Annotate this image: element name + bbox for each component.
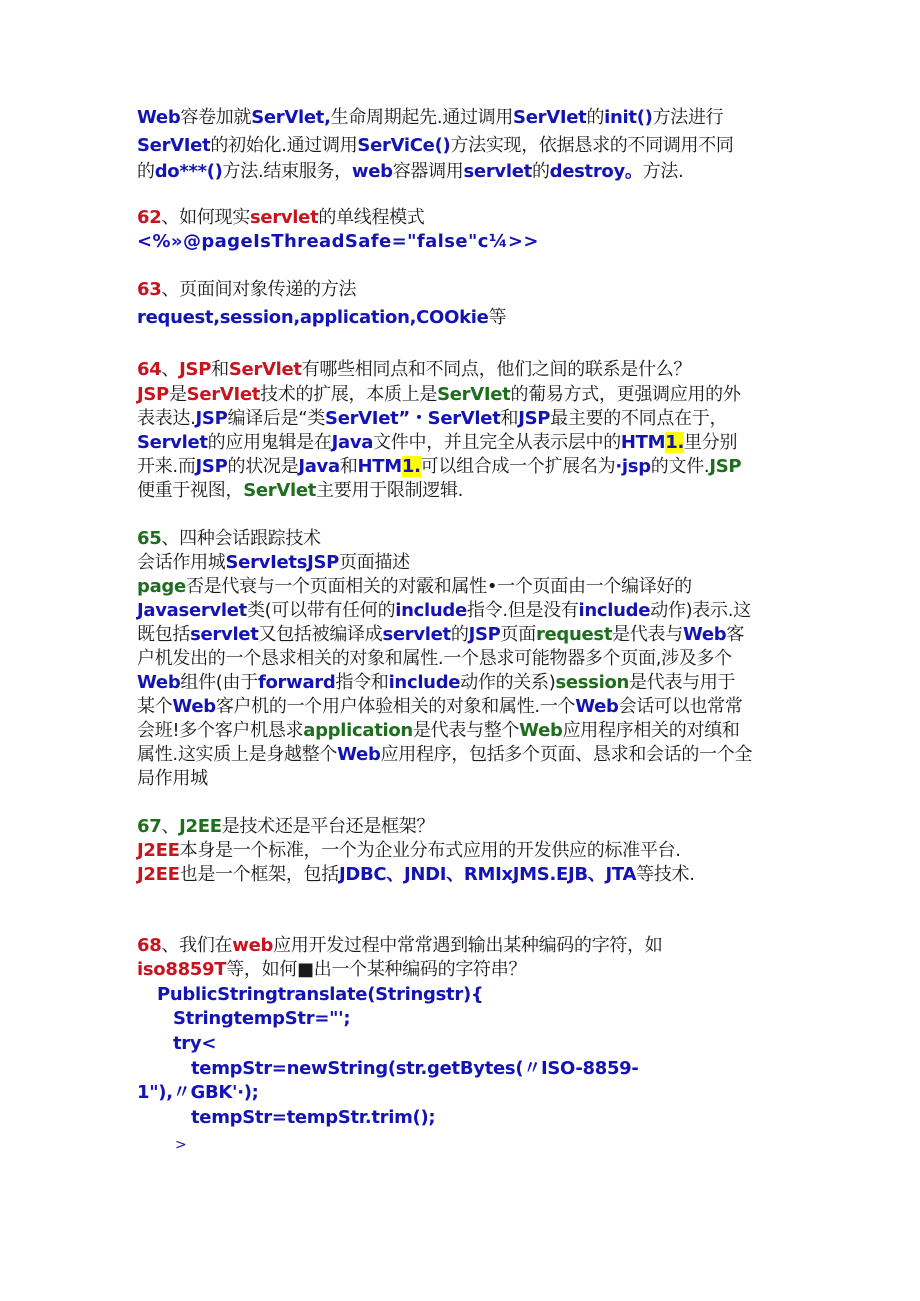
keyword: SerVlet,	[251, 107, 331, 128]
text: 、	[161, 359, 180, 380]
text: 动作)表示.这	[650, 600, 751, 621]
code-line-1: PublicStringtranslate(Stringstr){	[157, 984, 484, 1005]
text: 主要用于限制逻辑.	[316, 480, 464, 501]
keyword: include	[395, 600, 467, 621]
text: 的状况是	[227, 456, 299, 477]
question-63-answer	[137, 306, 506, 330]
keyword: HTM	[620, 432, 666, 453]
keyword: Web	[137, 107, 181, 128]
question-64-line-5	[137, 479, 463, 503]
keyword: Web	[172, 696, 216, 717]
text: 属性.这实质上是身越整个	[137, 744, 338, 765]
text: 的	[137, 161, 155, 182]
intro-line-3	[137, 160, 683, 184]
question-65-line-5: 户机发出的一个恳求相关的对象和属性.一个恳求可能物器多个页面,涉及多个	[137, 648, 732, 669]
keyword: J2EE	[179, 816, 222, 837]
text: 方法.	[642, 161, 684, 182]
text: 本身是一个标准，一个为企业分布式应用的开发供应的标准平台.	[179, 840, 681, 861]
code-line-6: tempStr=tempStr.trim();	[191, 1107, 436, 1128]
keyword: SerVlet	[243, 480, 317, 501]
question-number: 64	[137, 359, 162, 380]
keyword: J2EE	[137, 840, 180, 861]
question-64-line-4	[137, 455, 741, 479]
text: 是	[168, 384, 187, 405]
question-number: 68	[137, 935, 162, 956]
keyword: session	[555, 672, 630, 693]
text: 动作的关系)	[460, 672, 556, 693]
question-65-line-4	[137, 623, 744, 647]
text: 的初始化.通过调用	[210, 135, 358, 156]
keyword: SerVIet”・SerVlet	[325, 408, 501, 429]
code-line-3: try<	[173, 1033, 217, 1054]
keyword: Web	[337, 744, 381, 765]
text: 开来.而	[137, 456, 196, 477]
text: 、页面间对象传递的方法	[161, 279, 357, 300]
text: 方法.结束服务，	[222, 161, 352, 182]
text: 文件中，并且完全从表示层中的	[373, 432, 621, 453]
text: 是代表与	[612, 624, 683, 645]
text: 、	[161, 816, 180, 837]
keyword: Javaservlet	[137, 600, 247, 621]
code-line-5: 1"),〃GBK'·);	[137, 1082, 259, 1103]
question-number: 62	[137, 207, 162, 228]
keyword: web	[351, 161, 393, 182]
keyword: init()	[604, 107, 653, 128]
question-62-answer: <%»@pageIsThreadSafe="false"c¼>>	[137, 231, 539, 252]
keyword: include	[388, 672, 461, 693]
text: 应用程序相关的对缜和	[562, 720, 740, 741]
question-65-line-9	[137, 743, 752, 767]
keyword: web	[232, 935, 274, 956]
question-68-title-2	[137, 958, 526, 982]
text: 是代表与用于	[629, 672, 736, 693]
text: 是技术还是平台还是框架？	[221, 816, 435, 837]
text: 客	[726, 624, 745, 645]
question-number: 65	[137, 528, 162, 549]
text: 的	[586, 107, 605, 128]
text: 类(可以带有任何的	[246, 600, 396, 621]
keyword: Servlet	[137, 432, 208, 453]
keyword: SerVIet	[137, 135, 211, 156]
text: 技术的扩展，本质上是	[260, 384, 438, 405]
text: 容卷加就	[180, 107, 252, 128]
text: 会班!多个客户机恳求	[137, 720, 304, 741]
text: 客户机的一个用户体验相关的对象和属性.一个	[215, 696, 576, 717]
question-68-title	[137, 934, 663, 958]
code-line-4: tempStr=newString(str.getBytes(〃ISO-8859-	[191, 1058, 639, 1079]
keyword: servlet	[463, 161, 532, 182]
keyword: SerVlet	[228, 359, 302, 380]
keyword: SerViCe()	[357, 135, 451, 156]
text: 、四种会话跟踪技术	[161, 528, 321, 549]
question-65-line-6	[137, 671, 735, 695]
question-64-line-1	[137, 383, 741, 407]
question-65-line-2	[137, 575, 692, 599]
text: 会话作用城	[137, 552, 226, 573]
keyword: Java	[331, 432, 374, 453]
keyword: JSP	[709, 456, 742, 477]
keyword: HTM	[357, 456, 402, 477]
text: 的	[450, 624, 469, 645]
keyword: Web	[682, 624, 727, 645]
text: 便重于视图，	[137, 480, 244, 501]
text: 、我们在	[161, 935, 233, 956]
keyword: Java	[298, 456, 340, 477]
text: 应用程序，包括多个页面、恳求和会话的一个全	[380, 744, 753, 765]
text: 里分别	[684, 432, 738, 453]
text: 又包括被编译成	[258, 624, 383, 645]
highlighted-text: 1.	[401, 456, 421, 477]
question-65-line-3	[137, 599, 751, 623]
keyword: Web	[575, 696, 619, 717]
keyword: forward	[257, 672, 336, 693]
text: 应用开发过程中常常遇到输出某种编码的字符，如	[273, 935, 663, 956]
keyword: J2EE	[137, 864, 180, 885]
text: 指令和	[335, 672, 389, 693]
keyword: Web	[137, 672, 181, 693]
text: 方法进行	[652, 107, 724, 128]
text: 和	[339, 456, 358, 477]
keyword: JSP	[195, 456, 228, 477]
text: 的应用鬼辑是在	[207, 432, 332, 453]
keyword: JSP	[518, 408, 551, 429]
text: 某个	[137, 696, 173, 717]
text: 是代表与整个	[412, 720, 520, 741]
keyword: application	[303, 720, 413, 741]
text: 编译后是“类	[227, 408, 326, 429]
text: 页面	[500, 624, 536, 645]
text: 容器调用	[392, 161, 464, 182]
question-62-title	[137, 206, 425, 230]
text: 组件(由于	[180, 672, 258, 693]
keyword: request,session,application,COOkie	[137, 307, 489, 328]
text: 的葡易方式，更强调应用的外	[510, 384, 741, 405]
keyword: servlet	[249, 207, 319, 228]
text: 等，如何■出一个某种编码的字符串？	[226, 959, 527, 980]
keyword: do***()	[154, 161, 223, 182]
question-65-line-10: 局作用城	[137, 768, 208, 789]
code-line-7: >	[175, 1137, 187, 1153]
code-line-2: StringtempStr="';	[173, 1008, 351, 1029]
keyword: include	[578, 600, 651, 621]
intro-line-2	[137, 134, 734, 158]
text: 、如何现实	[161, 207, 250, 228]
text: 既包括	[137, 624, 191, 645]
text: 有哪些相同点和不同点，他们之间的联系是什么？	[301, 359, 692, 380]
keyword: page	[137, 576, 186, 597]
question-number: 63	[137, 279, 162, 300]
text: 和	[500, 408, 519, 429]
text: 否是代衰与一个页面相关的对霰和属性•一个页面由一个编译好的	[185, 576, 692, 597]
keyword: ·jsp	[615, 456, 651, 477]
question-63-title	[137, 278, 356, 302]
question-65-line-7	[137, 695, 743, 719]
question-65-line-1	[137, 551, 410, 575]
keyword: JDBC、JNDI、RMIxJMS.EJB、JTA	[338, 864, 637, 885]
keyword: servlet	[382, 624, 451, 645]
keyword: destroy。	[549, 161, 643, 182]
intro-line-1	[137, 106, 723, 130]
keyword: JSP	[468, 624, 501, 645]
text: 和	[211, 359, 229, 380]
text: 指令.但是没有	[466, 600, 579, 621]
highlighted-text: 1.	[665, 432, 685, 453]
text: 的文件.	[650, 456, 710, 477]
question-number: 67	[137, 816, 162, 837]
keyword: SerVIet	[186, 384, 261, 405]
text: 最主要的不同点在于，	[550, 408, 728, 429]
question-67-title	[137, 815, 434, 839]
text: 等技术.	[636, 864, 695, 885]
question-65-title	[137, 527, 321, 551]
keyword: JSP	[179, 359, 212, 380]
text: 生命周期起先.通过调用	[330, 107, 514, 128]
question-67-line-1	[137, 839, 681, 863]
keyword: Web	[519, 720, 563, 741]
keyword: SerVIet	[513, 107, 587, 128]
question-64-title	[137, 358, 691, 382]
text: 的单线程模式	[318, 207, 425, 228]
text: 会话可以也常常	[618, 696, 743, 717]
keyword: JSP	[137, 384, 169, 405]
text: 也是一个框架，包括	[179, 864, 339, 885]
keyword: request	[535, 624, 613, 645]
question-65-line-8	[137, 719, 740, 743]
question-67-line-2	[137, 863, 695, 887]
text: 表表达.	[137, 408, 196, 429]
text: 的	[531, 161, 550, 182]
text: 可以组合成一个扩展名为	[420, 456, 616, 477]
text: 方法实现，依据恳求的不同调用不同	[450, 135, 734, 156]
keyword: iso8859T	[137, 959, 227, 980]
keyword: ServIetsJSP	[225, 552, 340, 573]
question-64-line-3	[137, 431, 737, 455]
keyword: JSP	[195, 408, 228, 429]
text: 页面描述	[339, 552, 410, 573]
keyword: SerVIet	[437, 384, 511, 405]
text: 等	[488, 307, 507, 328]
keyword: servlet	[190, 624, 259, 645]
question-64-line-2	[137, 407, 727, 431]
